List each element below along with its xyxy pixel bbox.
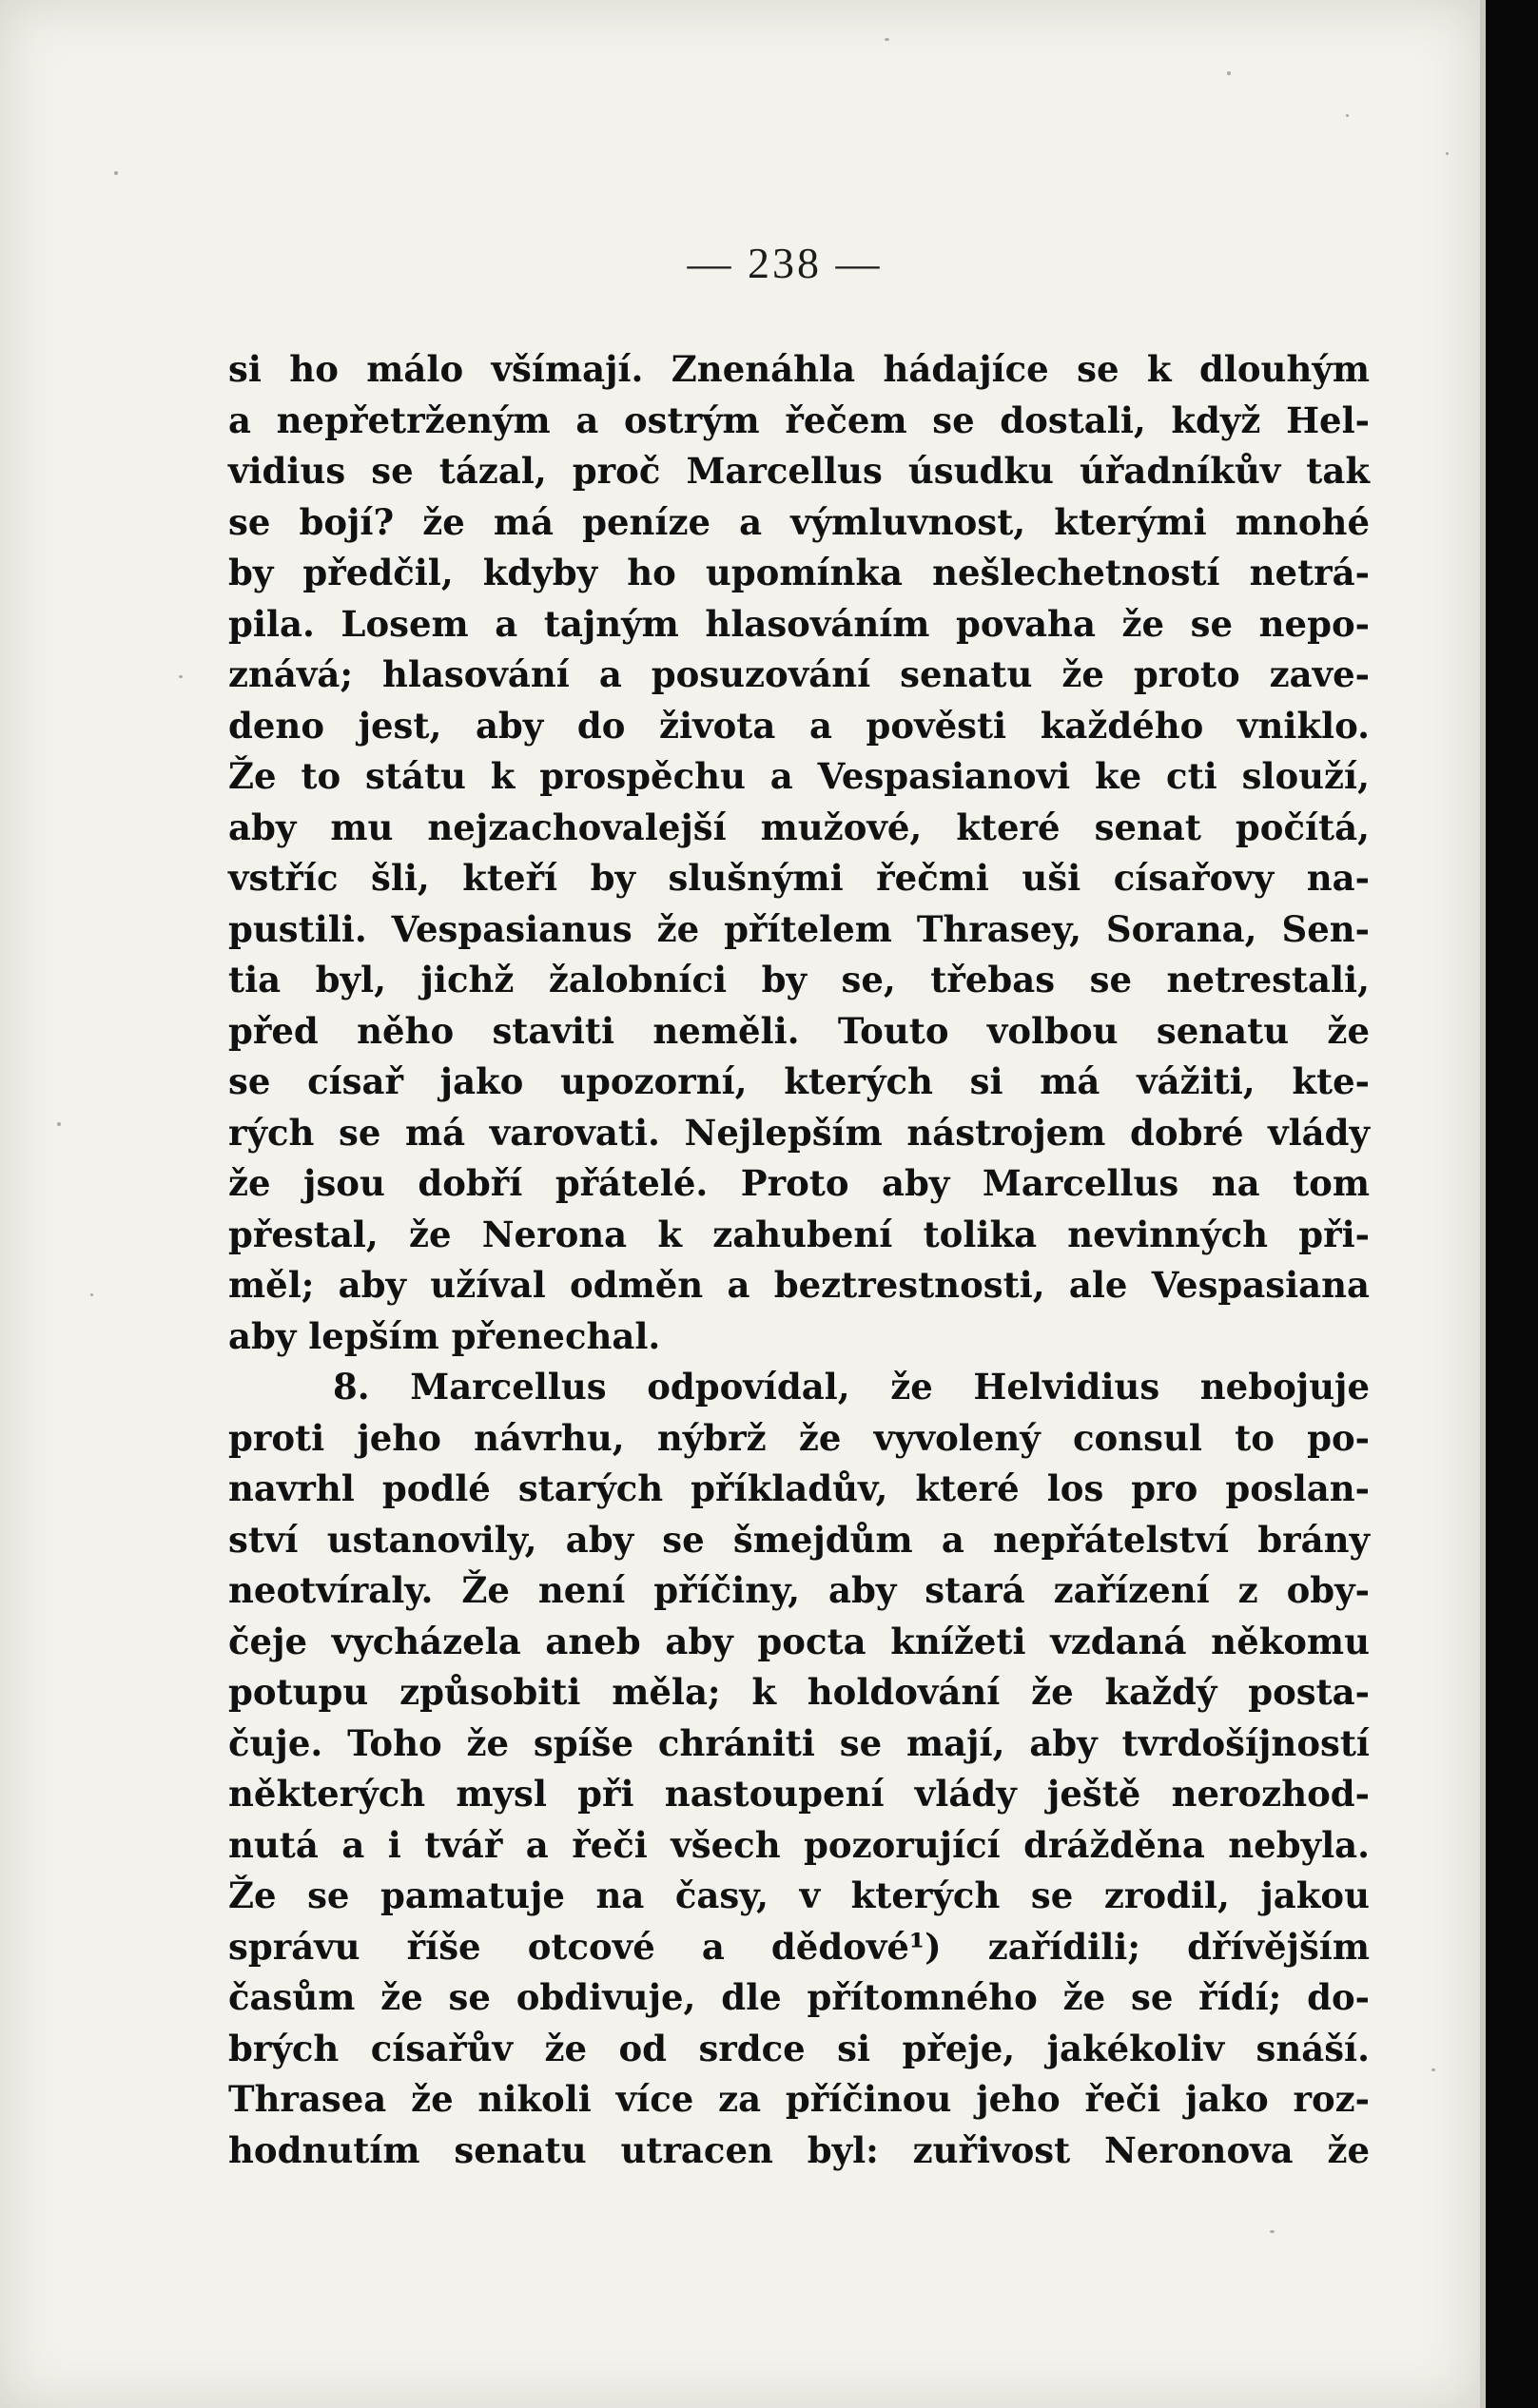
text-line: brých císařův že od srdce si přeje, jakékoliv snáší. (228, 2027, 1370, 2069)
paper-speck (1227, 71, 1231, 75)
text-line: Že se pamatuje na časy, v kterých se zrodil, jakou (228, 1874, 1370, 1916)
text-line: aby mu nejzachovalejší mužové, které senat počítá, (228, 806, 1370, 848)
paper-speck (114, 171, 118, 175)
paper-speck (1270, 2230, 1275, 2233)
text-line: čuje. Toho že spíše chrániti se mají, aby tvrdošíjností (228, 1721, 1370, 1764)
text-line: Thrasea že nikoli více za příčinou jeho řeči jako roz- (228, 2078, 1370, 2120)
text-line: vstříc šli, kteří by slušnými řečmi uši císařovy na- (228, 857, 1370, 899)
text-line: časům že se obdivuje, dle přítomného že se řídí; do- (228, 1976, 1370, 2018)
text-line: pustili. Vespasianus že přítelem Thrasey, Sorana, Sen- (228, 907, 1370, 950)
text-line: přestal, že Nerona k zahubení tolika nevinných při- (228, 1213, 1370, 1255)
paper-speck (1446, 152, 1449, 155)
paper-speck (1431, 2068, 1435, 2071)
page-number: — 238 — (687, 239, 883, 287)
text-line: některých mysl při nastoupení vlády ještě nerozhod- (228, 1773, 1370, 1815)
text-line: před něho staviti neměli. Touto volbou senatu že (228, 1009, 1370, 1052)
text-line: že jsou dobří přátelé. Proto aby Marcellus na tom (228, 1162, 1370, 1204)
body-text (228, 344, 1370, 2176)
paper-speck (90, 1293, 93, 1296)
text-line: vidius se tázal, proč Marcellus úsudku úřadníkův tak (228, 450, 1370, 492)
text-line: proti jeho návrhu, nýbrž že vyvolený consul to po- (228, 1416, 1370, 1459)
paper-speck (1346, 114, 1349, 117)
text-line: si ho málo všímají. Znenáhla hádajíce se k dlouhým (228, 348, 1370, 390)
text-line: potupu způsobiti měla; k holdování že každý posta- (228, 1671, 1370, 1713)
text-line: neotvíraly. Že není příčiny, aby stará zařízení z oby- (228, 1569, 1370, 1611)
paper-speck (179, 675, 183, 678)
scan-background (1486, 0, 1538, 2408)
text-line: nutá a i tvář a řeči všech pozorující drážděna nebyla. (228, 1823, 1370, 1866)
text-line: hodnutím senatu utracen byl: zuřivost Neronova že (228, 2128, 1370, 2171)
text-line: aby lepším přenechal. (228, 1314, 661, 1357)
text-line: rých se má varovati. Nejlepším nástrojem dobré vlády (228, 1111, 1370, 1154)
text-line: pila. Losem a tajným hlasováním povaha že se nepo- (228, 602, 1370, 645)
text-line: se císař jako upozorní, kterých si má vážiti, kte- (228, 1060, 1370, 1102)
text-line: se bojí? že má peníze a výmluvnost, kterými mnohé (228, 500, 1370, 543)
text-line: Že to státu k prospěchu a Vespasianovi ke cti slouží, (228, 755, 1370, 797)
text-line: správu říše otcové a dědové¹) zařídili; dřívějším (228, 1925, 1370, 1968)
text-line: tia byl, jichž žalobníci by se, třebas se netrestali, (228, 959, 1370, 1000)
text-line: ství ustanovily, aby se šmejdům a nepřátelství brány (228, 1518, 1370, 1561)
text-line: a nepřetrženým a ostrým řečem se dostali, když Hel- (228, 398, 1370, 441)
text-line: deno jest, aby do života a pověsti každého vniklo. (228, 704, 1370, 747)
text-line: navrhl podlé starých příkladův, které los pro poslan- (228, 1467, 1370, 1509)
text-line: znává; hlasování a posuzování senatu že proto zave- (228, 653, 1370, 695)
text-line: by předčil, kdyby ho upomínka nešlechetností netrá- (228, 552, 1370, 593)
text-line: čeje vycházela aneb aby pocta knížeti vzdaná někomu (228, 1620, 1370, 1662)
paper-speck (57, 1122, 61, 1126)
paper-speck (885, 38, 889, 41)
paragraph-start-line: 8. Marcellus odpovídal, že Helvidius nebojuje (333, 1366, 1370, 1408)
text-line: měl; aby užíval odměn a beztrestnosti, ale Vespasiana (228, 1264, 1370, 1306)
